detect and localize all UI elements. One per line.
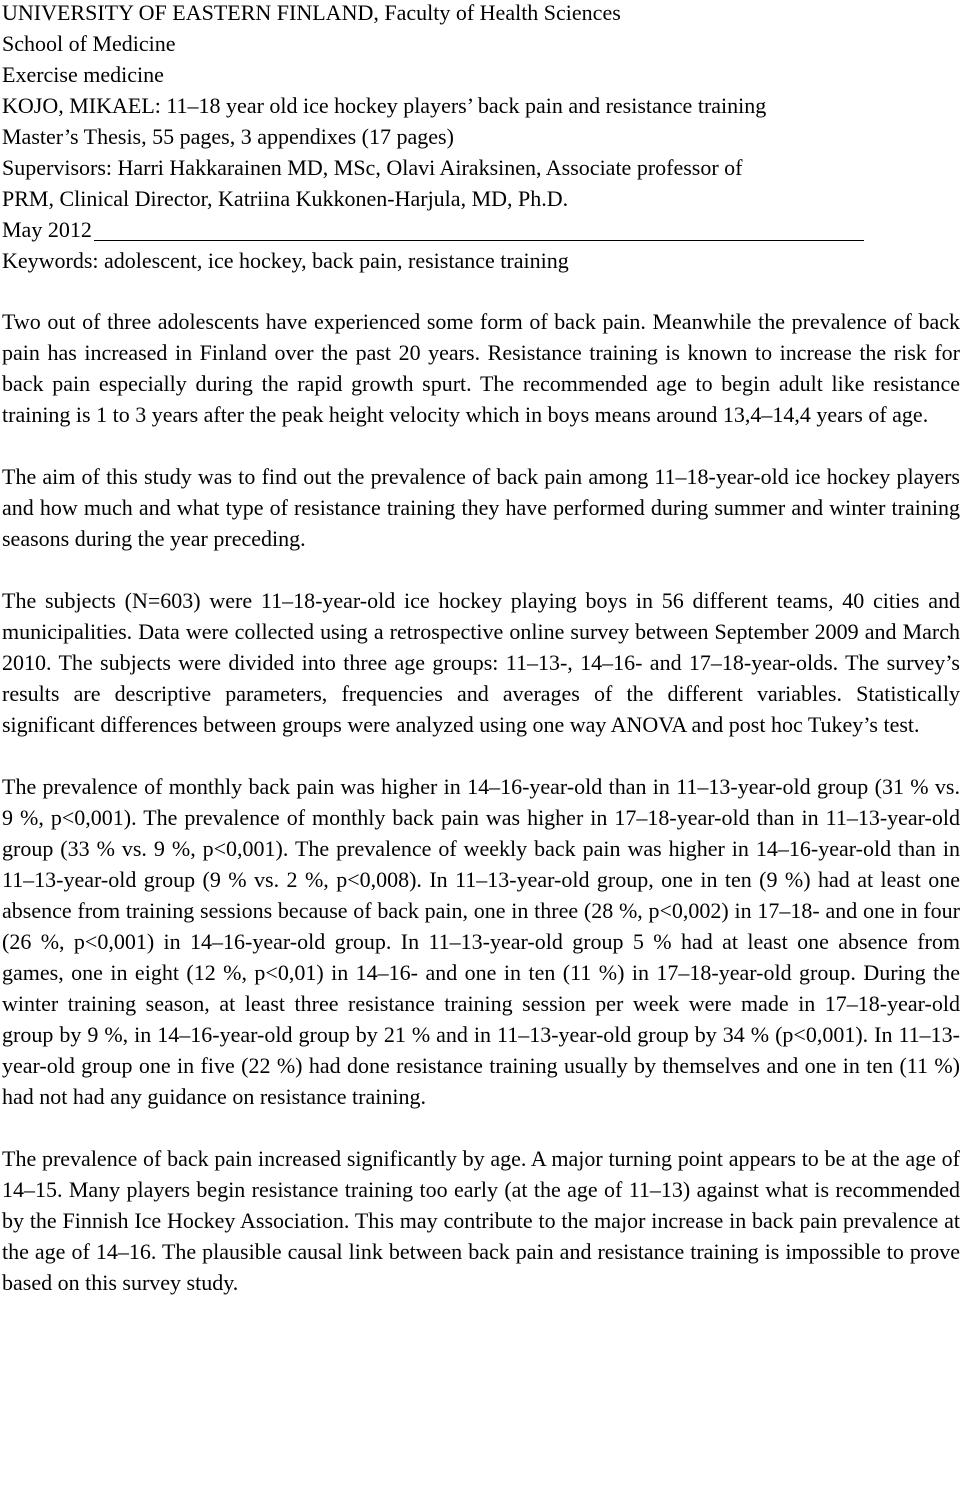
paragraph-gap	[2, 554, 960, 585]
paragraph-results: The prevalence of monthly back pain was higher in 14–16-year-old than in 11–13-year-old group (31 % vs. 9 %, p<0,001). The prevalence of monthly back pain was higher in 17–18-year-old than in 11–13-year-old group (33 % vs. 9 %, p<0,001). The prevalence of weekly back pain was higher in 14–16-year-old than in 11–13-year-old group (9 % vs. 2 %, p<0,008). In 11–13-year-old group, one in ten (9 %) had at least one absence from training sessions because of back pain, one in three (28 %, p<0,002) in 17–18- and one in four (26 %, p<0,001) in 14–16-year-old group. In 11–13-year-old group 5 % had at least one absence from games, one in eight (12 %, p<0,01) in 14–16- and one in ten (11 %) in 17–18-year-old group. During the winter training season, at least three resistance training session per week were made in 17–18-year-old group by 9 %, in 14–16-year-old group by 21 % and in 11–13-year-old group by 34 % (p<0,001). In 11–13-year-old group one in five (22 %) had done resistance training usually by themselves and one in ten (11 %) had not had any guidance on resistance training.	[2, 774, 960, 1109]
field-line: Exercise medicine	[2, 62, 164, 87]
thesis-info-line: Master’s Thesis, 55 pages, 3 appendixes (17 pages)	[2, 124, 454, 149]
university-line: UNIVERSITY OF EASTERN FINLAND, Faculty of Health Sciences	[2, 0, 621, 25]
paragraph-aim: The aim of this study was to find out the prevalence of back pain among 11–18-year-old ice hockey players and how much and what type of resistance training they have performed during summer and winter training seasons during the year preceding.	[2, 464, 960, 551]
underline-rule	[94, 240, 864, 241]
paragraph-gap	[2, 1112, 960, 1143]
supervisors-line-1: Supervisors: Harri Hakkarainen MD, MSc, Olavi Airaksinen, Associate professor of	[2, 155, 743, 180]
paragraph-gap	[2, 740, 960, 771]
paragraph-gap	[2, 430, 960, 461]
paragraph-background: Two out of three adolescents have experienced some form of back pain. Meanwhile the prevalence of back pain has increased in Finland over the past 20 years. Resistance training is known to increase the risk for back pain especially during the rapid growth spurt. The recommended age to begin adult like resistance training is 1 to 3 years after the peak height velocity which in boys means around 13,4–14,4 years of age.	[2, 309, 960, 427]
date-line	[0, 214, 960, 245]
thesis-header	[0, 0, 960, 276]
paragraph-conclusions: The prevalence of back pain increased significantly by age. A major turning point appears to be at the age of 14–15. Many players begin resistance training too early (at the age of 11–13) against what is recommended by the Finnish Ice Hockey Association. This may contribute to the major increase in back pain prevalence at the age of 14–16. The plausible causal link between back pain and resistance training is impossible to prove based on this survey study.	[2, 1146, 960, 1295]
paragraph-methods: The subjects (N=603) were 11–18-year-old ice hockey playing boys in 56 different teams, 40 cities and municipalities. Data were collected using a retrospective online survey between September 2009 and March 2010. The subjects were divided into three age groups: 11–13-, 14–16- and 17–18-year-olds. The survey’s results are descriptive parameters, frequencies and averages of the different variables. Statistically significant differences between groups were analyzed using one way ANOVA and post hoc Tukey’s test.	[2, 588, 960, 737]
keywords-line: Keywords: adolescent, ice hockey, back pain, resistance training	[2, 248, 569, 273]
school-line: School of Medicine	[2, 31, 176, 56]
date-text: May 2012	[2, 217, 92, 242]
abstract-body	[0, 306, 960, 1298]
author-title-line: KOJO, MIKAEL: 11–18 year old ice hockey players’ back pain and resistance training	[2, 93, 767, 118]
supervisors-line-2: PRM, Clinical Director, Katriina Kukkonen-Harjula, MD, Ph.D.	[2, 186, 569, 211]
